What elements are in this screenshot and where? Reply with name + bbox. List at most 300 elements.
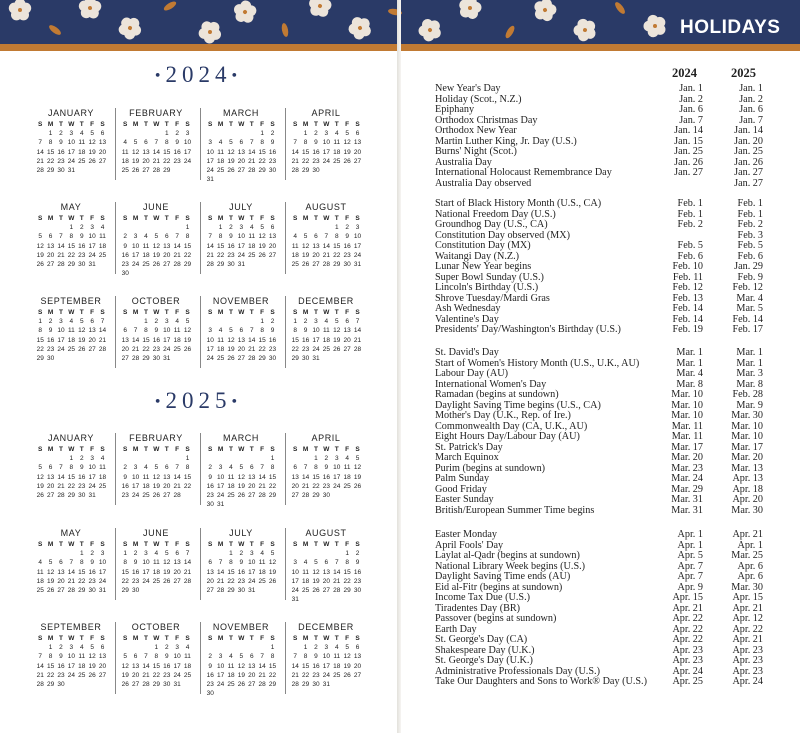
day-cell: 17	[216, 482, 225, 490]
holiday-group	[435, 199, 763, 336]
day-cell: 21	[152, 157, 160, 165]
month-divider	[115, 296, 116, 368]
weekday-label: S	[38, 121, 43, 128]
date-2025: Apr. 23	[732, 665, 763, 677]
day-cell: 16	[301, 336, 310, 344]
day-cell: 20	[173, 568, 181, 576]
month-name: SEPTEMBER	[40, 296, 102, 306]
day-cell: 28	[248, 354, 256, 362]
date-2025: Apr. 1	[737, 539, 763, 551]
empty-cell	[162, 454, 172, 463]
day-cell: 3	[324, 644, 329, 652]
day-cell: 13	[121, 336, 129, 344]
month-name: JANUARY	[47, 433, 95, 443]
month-divider	[115, 433, 116, 505]
date-2025: Mar. 1	[736, 357, 763, 369]
day-cell: 5	[239, 653, 244, 661]
holiday-name: Ash Wednesday	[435, 303, 501, 314]
date-2024: Feb. 12	[672, 282, 703, 293]
dot-icon: •	[231, 393, 243, 411]
weekday-label: T	[313, 309, 318, 316]
day-cell: 30	[206, 501, 214, 509]
day-cell: 23	[57, 157, 65, 165]
day-cell: 3	[249, 550, 254, 558]
day-cell: 2	[175, 130, 179, 138]
day-cell: 28	[173, 260, 181, 268]
empty-cell	[236, 643, 246, 652]
day-cell: 22	[301, 157, 310, 165]
weekday-label: W	[238, 309, 245, 316]
day-cell: 1	[48, 130, 53, 138]
weekday-label: S	[270, 309, 275, 316]
weekday-label: M	[132, 309, 139, 316]
day-cell: 18	[98, 473, 107, 481]
day-cell: 9	[79, 464, 84, 472]
day-cell: 11	[142, 473, 150, 481]
day-cell: 14	[353, 327, 362, 335]
day-grid	[120, 308, 206, 363]
day-cell: 31	[312, 354, 320, 362]
weekday-label: M	[47, 121, 54, 128]
day-cell: 8	[79, 559, 84, 567]
day-cell: 4	[79, 130, 84, 138]
empty-cell	[130, 643, 140, 652]
weekday-label: S	[270, 446, 275, 453]
day-cell: 19	[333, 336, 341, 344]
day-cell: 7	[249, 327, 254, 335]
empty-cell	[290, 643, 300, 652]
day-cell: 25	[258, 577, 266, 585]
weekday-label: F	[260, 309, 265, 316]
day-cell: 2	[90, 550, 94, 558]
day-cell: 3	[69, 130, 74, 138]
holiday-row	[435, 179, 763, 190]
day-cell: 12	[131, 148, 140, 156]
day-cell: 29	[333, 260, 341, 268]
month-august	[290, 202, 376, 269]
day-cell: 14	[291, 662, 299, 670]
date-2024: Mar. 29	[671, 483, 703, 495]
day-cell: 21	[98, 336, 107, 344]
holiday-row	[435, 105, 763, 116]
holiday-row	[435, 241, 763, 252]
day-cell: 9	[239, 559, 244, 567]
day-cell: 13	[98, 653, 107, 661]
month-divider	[200, 433, 201, 505]
day-cell: 27	[173, 577, 181, 585]
weekday-label: T	[58, 541, 63, 548]
weekday-label: M	[302, 309, 309, 316]
day-cell: 27	[353, 157, 362, 165]
day-cell: 1	[293, 318, 297, 326]
day-cell: 24	[322, 157, 330, 165]
day-cell: 15	[36, 336, 44, 344]
date-2024: Feb. 2	[677, 219, 703, 230]
day-cell: 11	[78, 139, 86, 147]
flower-icon	[198, 21, 222, 44]
day-cell: 4	[100, 455, 105, 463]
day-cell: 23	[163, 671, 171, 679]
month-july	[205, 202, 291, 269]
holiday-name: Ramadan (begins at sundown)	[435, 389, 559, 400]
holiday-row	[435, 614, 763, 625]
day-cell: 27	[322, 586, 330, 594]
weekday-label: S	[208, 635, 213, 642]
holiday-row	[435, 147, 763, 158]
month-august	[290, 528, 376, 604]
day-cell: 4	[144, 464, 148, 472]
date-2024: Apr. 7	[677, 571, 703, 582]
holiday-name: Tiradentes Day (BR)	[435, 602, 521, 614]
day-cell: 5	[270, 550, 275, 558]
day-cell: 22	[163, 157, 171, 165]
day-cell: 18	[301, 577, 310, 585]
day-cell: 5	[154, 233, 159, 241]
year-2024-column-header: 2024	[672, 66, 697, 80]
date-2025: Apr. 23	[732, 655, 763, 666]
day-cell: 18	[98, 242, 107, 250]
date-2024: Mar. 1	[676, 357, 703, 369]
day-cell: 30	[322, 491, 330, 499]
month-may	[35, 202, 121, 269]
day-cell: 24	[237, 251, 245, 259]
empty-cell	[141, 643, 151, 652]
day-cell: 29	[227, 586, 235, 594]
day-cell: 17	[131, 482, 140, 490]
weekday-label: F	[90, 541, 95, 548]
day-cell: 20	[206, 577, 214, 585]
year-heading	[0, 388, 397, 414]
day-cell: 3	[185, 130, 190, 138]
day-cell: 21	[248, 345, 256, 353]
day-cell: 25	[333, 157, 341, 165]
day-cell: 22	[46, 157, 55, 165]
date-2024: Feb. 5	[677, 240, 703, 251]
day-cell: 8	[218, 233, 223, 241]
weekday-label: W	[153, 121, 160, 128]
weekday-label: T	[143, 541, 148, 548]
day-cell: 8	[48, 139, 53, 147]
date-2025: Apr. 18	[732, 483, 763, 495]
weekday-label: T	[334, 541, 339, 548]
day-cell: 10	[131, 242, 140, 250]
holiday-row	[435, 390, 763, 401]
day-cell: 11	[302, 568, 309, 576]
day-cell: 10	[237, 233, 245, 241]
month-name: DECEMBER	[298, 296, 354, 306]
month-name: APRIL	[311, 433, 341, 443]
month-name: MARCH	[223, 108, 259, 118]
date-2024: Apr. 1	[677, 539, 703, 551]
day-cell: 5	[334, 318, 339, 326]
day-cell: 28	[152, 166, 160, 174]
date-2025: Apr. 15	[732, 592, 763, 603]
day-cell: 12	[227, 148, 235, 156]
day-cell: 8	[164, 139, 169, 147]
day-grid	[120, 120, 206, 175]
day-cell: 14	[183, 559, 192, 567]
day-cell: 24	[333, 482, 341, 490]
day-cell: 13	[353, 653, 362, 661]
date-2024: Mar. 17	[671, 441, 703, 453]
day-cell: 19	[312, 577, 320, 585]
date-2024: Apr. 21	[672, 602, 703, 614]
day-cell: 17	[163, 336, 171, 344]
day-cell: 6	[48, 233, 53, 241]
month-september	[35, 622, 121, 689]
day-cell: 10	[322, 653, 330, 661]
day-cell: 18	[78, 662, 86, 670]
day-cell: 1	[218, 224, 223, 232]
weekday-label: S	[270, 121, 275, 128]
day-cell: 20	[248, 671, 256, 679]
day-cell: 19	[88, 662, 96, 670]
day-grid	[290, 120, 376, 175]
holiday-row	[435, 84, 763, 95]
weekday-label: S	[208, 121, 213, 128]
day-cell: 22	[78, 577, 86, 585]
empty-cell	[215, 317, 225, 326]
day-cell: 11	[333, 653, 341, 661]
weekday-label: W	[238, 446, 245, 453]
date-2025: Mar. 13	[731, 462, 763, 474]
day-cell: 22	[142, 345, 150, 353]
day-cell: 17	[57, 336, 65, 344]
day-cell: 22	[343, 577, 351, 585]
empty-cell	[45, 223, 55, 232]
day-cell: 8	[229, 559, 233, 567]
day-cell: 8	[69, 464, 74, 472]
holiday-group	[435, 530, 763, 688]
day-cell: 3	[100, 550, 105, 558]
day-cell: 19	[78, 336, 86, 344]
empty-cell	[172, 454, 182, 463]
day-cell: 8	[144, 327, 148, 335]
day-cell: 22	[291, 345, 299, 353]
day-cell: 1	[48, 644, 53, 652]
day-grid	[290, 214, 376, 269]
weekday-label: S	[355, 446, 360, 453]
holiday-name: Laylat al-Qadr (begins at sundown)	[435, 550, 580, 561]
day-cell: 13	[98, 139, 107, 147]
day-cell: 10	[248, 559, 256, 567]
day-cell: 20	[353, 662, 362, 670]
day-cell: 21	[173, 251, 181, 259]
day-cell: 4	[334, 130, 339, 138]
day-cell: 29	[46, 166, 55, 174]
day-cell: 6	[48, 464, 53, 472]
day-cell: 26	[237, 680, 245, 688]
weekday-label: S	[123, 309, 128, 316]
day-cell: 30	[206, 690, 214, 698]
holiday-name: Constitution Day (MX)	[435, 240, 531, 251]
date-2024: Mar. 23	[671, 462, 703, 474]
day-cell: 13	[291, 473, 299, 481]
day-cell: 6	[123, 327, 127, 335]
weekday-label: W	[68, 121, 75, 128]
day-cell: 7	[208, 233, 212, 241]
day-cell: 17	[291, 577, 299, 585]
day-cell: 8	[185, 233, 190, 241]
day-cell: 12	[227, 336, 235, 344]
day-cell: 29	[121, 586, 129, 594]
day-cell: 1	[38, 318, 42, 326]
date-2024: Jan. 26	[674, 156, 703, 168]
empty-cell	[35, 643, 45, 652]
date-2025: Apr. 21	[732, 634, 763, 645]
day-cell: 16	[131, 568, 140, 576]
weekday-label: W	[153, 215, 160, 222]
holiday-name: Martin Luther King, Jr. Day (U.S.)	[435, 135, 577, 147]
day-cell: 3	[144, 550, 148, 558]
date-2025: Feb. 17	[732, 324, 763, 335]
month-divider	[200, 296, 201, 368]
holiday-row	[435, 474, 763, 485]
day-cell: 18	[216, 157, 225, 165]
month-january	[35, 108, 121, 175]
weekday-label: T	[143, 121, 148, 128]
month-divider	[115, 108, 116, 180]
day-cell: 17	[88, 242, 96, 250]
day-cell: 21	[333, 577, 341, 585]
day-cell: 14	[36, 662, 44, 670]
date-2024: Feb. 10	[672, 261, 703, 272]
day-cell: 31	[88, 260, 96, 268]
empty-cell	[45, 454, 55, 463]
day-cell: 30	[57, 680, 65, 688]
month-november	[205, 622, 291, 698]
weekday-label: T	[143, 446, 148, 453]
day-cell: 19	[152, 251, 160, 259]
day-cell: 27	[88, 345, 96, 353]
day-cell: 9	[48, 327, 53, 335]
month-name: MARCH	[223, 433, 259, 443]
holiday-row	[435, 432, 763, 443]
day-cell: 19	[268, 568, 277, 576]
day-cell: 11	[227, 662, 235, 670]
holiday-row	[435, 656, 763, 667]
weekday-label: T	[249, 635, 254, 642]
day-cell: 29	[301, 166, 310, 174]
day-cell: 30	[301, 354, 310, 362]
empty-cell	[236, 129, 246, 138]
holiday-name: March Equinox	[435, 452, 499, 463]
day-cell: 11	[184, 653, 191, 661]
day-cell: 9	[324, 464, 329, 472]
weekday-label: T	[334, 446, 339, 453]
day-cell: 4	[69, 318, 74, 326]
day-cell: 11	[99, 233, 106, 241]
weekday-label: W	[68, 309, 75, 316]
day-cell: 5	[185, 318, 190, 326]
day-cell: 28	[57, 491, 65, 499]
weekday-label: T	[249, 121, 254, 128]
day-cell: 29	[142, 354, 150, 362]
day-cell: 19	[301, 251, 310, 259]
day-cell: 18	[36, 577, 44, 585]
date-2025: Jan. 27	[734, 167, 763, 178]
day-cell: 14	[57, 473, 65, 481]
empty-cell	[290, 549, 300, 558]
weekday-label: F	[345, 446, 350, 453]
day-cell: 8	[314, 464, 318, 472]
day-cell: 1	[154, 644, 159, 652]
day-cell: 1	[69, 455, 74, 463]
day-cell: 21	[57, 251, 65, 259]
day-cell: 30	[312, 166, 320, 174]
day-cell: 23	[322, 482, 330, 490]
flower-icon	[458, 0, 482, 20]
empty-cell	[130, 223, 140, 232]
date-2024: Feb. 1	[677, 198, 703, 209]
day-cell: 2	[303, 318, 308, 326]
day-cell: 19	[163, 568, 171, 576]
day-cell: 22	[227, 577, 235, 585]
holiday-name: Presidents' Day/Washington's Birthday (U.S.)	[435, 324, 621, 335]
date-2024: Jan. 27	[674, 167, 703, 178]
day-cell: 14	[248, 148, 256, 156]
day-cell: 3	[218, 464, 223, 472]
weekday-label: W	[68, 215, 75, 222]
day-cell: 26	[237, 491, 245, 499]
empty-cell	[120, 643, 130, 652]
day-cell: 14	[216, 568, 225, 576]
weekday-label: S	[100, 215, 105, 222]
day-cell: 21	[67, 577, 75, 585]
weekday-label: T	[228, 446, 233, 453]
day-cell: 16	[121, 482, 129, 490]
day-cell: 29	[301, 680, 310, 688]
day-cell: 17	[237, 242, 245, 250]
day-cell: 1	[185, 455, 190, 463]
day-cell: 24	[312, 345, 320, 353]
date-2024: Jan. 2	[679, 93, 703, 105]
day-cell: 28	[36, 166, 44, 174]
holiday-name: Easter Monday	[435, 529, 497, 540]
day-cell: 13	[131, 662, 140, 670]
day-cell: 10	[353, 233, 362, 241]
day-cell: 4	[229, 653, 233, 661]
day-cell: 29	[152, 680, 160, 688]
weekday-label: W	[238, 215, 245, 222]
day-cell: 15	[268, 662, 277, 670]
holiday-group	[435, 84, 763, 189]
weekday-label: F	[260, 215, 265, 222]
weekday-label: T	[143, 309, 148, 316]
day-cell: 22	[312, 482, 320, 490]
flower-icon	[345, 13, 375, 43]
day-cell: 15	[333, 242, 341, 250]
day-cell: 24	[88, 482, 96, 490]
day-cell: 2	[48, 318, 53, 326]
day-cell: 28	[216, 586, 225, 594]
day-cell: 12	[343, 653, 351, 661]
holiday-name: Groundhog Day (U.S., CA)	[435, 219, 548, 230]
month-name: SEPTEMBER	[40, 622, 102, 632]
day-cell: 10	[67, 139, 75, 147]
day-cell: 5	[90, 130, 94, 138]
day-cell: 21	[36, 157, 44, 165]
empty-cell	[215, 454, 225, 463]
day-cell: 24	[216, 491, 225, 499]
day-cell: 16	[173, 148, 181, 156]
holiday-name: Commonwealth Day (CA, U.K., AU)	[435, 420, 588, 432]
empty-cell	[56, 454, 66, 463]
day-cell: 13	[57, 568, 65, 576]
day-cell: 2	[79, 224, 84, 232]
day-cell: 26	[36, 260, 44, 268]
day-cell: 12	[237, 662, 245, 670]
